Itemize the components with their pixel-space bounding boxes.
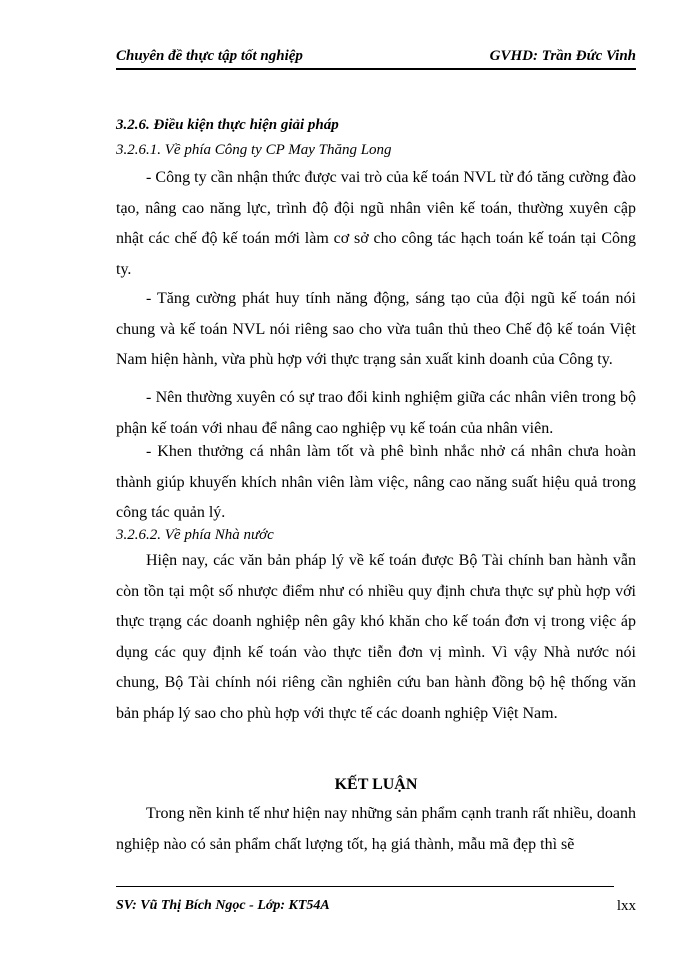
paragraph bbox=[116, 799, 636, 860]
paragraph bbox=[116, 383, 636, 444]
page-header bbox=[116, 44, 636, 70]
header-advisor: GVHD: Trần Đức Vinh bbox=[489, 48, 636, 64]
paragraph-text: - Khen thưởng cá nhân làm tốt và phê bình nhắc nhở cá nhân chưa hoàn thành giúp khuyến khích nhân viên làm việc, nâng cao năng suất hiệu quả trong công tác quản lý. bbox=[116, 443, 636, 521]
paragraph-text: Trong nền kinh tế như hiện nay những sản phẩm cạnh tranh rất nhiều, doanh nghiệp nào có sản phẩm chất lượng tốt, hạ giá thành, mẫu mã đẹp thì sẽ bbox=[116, 805, 636, 853]
subsection-heading-state: 3.2.6.2. Về phía Nhà nước bbox=[116, 527, 274, 543]
paragraph bbox=[116, 163, 636, 285]
paragraph-text: Hiện nay, các văn bản pháp lý về kế toán được Bộ Tài chính ban hành vẫn còn tồn tại một số nhược điểm như có nhiều quy định chưa thực sự phù hợp với thực trạng các doanh nghiệp nên gây khó khăn cho kế toán đơn vị trong việc áp dụng các quy định kế toán vào thực tiễn đơn vị mình. Vì vậy Nhà nước nói chung, Bộ Tài chính nói riêng cần nghiên cứu ban hành đồng bộ hệ thống văn bản pháp lý sao cho phù hợp với thực tế các doanh nghiệp Việt Nam. bbox=[116, 552, 636, 722]
footer-rule bbox=[116, 886, 614, 887]
footer-student: SV: Vũ Thị Bích Ngọc - Lớp: KT54A bbox=[116, 898, 330, 913]
page-number: lxx bbox=[616, 898, 636, 914]
header-title: Chuyên đề thực tập tốt nghiệp bbox=[116, 48, 303, 64]
section-heading: 3.2.6. Điều kiện thực hiện giải pháp bbox=[116, 117, 339, 133]
paragraph bbox=[116, 437, 636, 529]
conclusion-heading: KẾT LUẬN bbox=[334, 776, 418, 793]
paragraph-text: - Tăng cường phát huy tính năng động, sáng tạo của đội ngũ kế toán nói chung và kế toán NVL nói riêng sao cho vừa tuân thủ theo Chế độ kế toán Việt Nam hiện hành, vừa phù hợp với thực trạng sản xuất kinh doanh của Công ty. bbox=[116, 290, 636, 368]
paragraph bbox=[116, 284, 636, 376]
subsection-heading-company: 3.2.6.1. Về phía Công ty CP May Thăng Long bbox=[116, 142, 392, 158]
paragraph bbox=[116, 546, 636, 729]
paragraph-text: - Nên thường xuyên có sự trao đổi kinh nghiệm giữa các nhân viên trong bộ phận kế toán với nhau để nâng cao nghiệp vụ kế toán của nhân viên. bbox=[116, 389, 636, 437]
paragraph-text: - Công ty cần nhận thức được vai trò của kế toán NVL từ đó tăng cường đào tạo, nâng cao năng lực, trình độ đội ngũ nhân viên kế toán, thường xuyên cập nhật các chế độ kế toán mới làm cơ sở cho công tác hạch toán kế toán tại Công ty. bbox=[116, 169, 636, 278]
